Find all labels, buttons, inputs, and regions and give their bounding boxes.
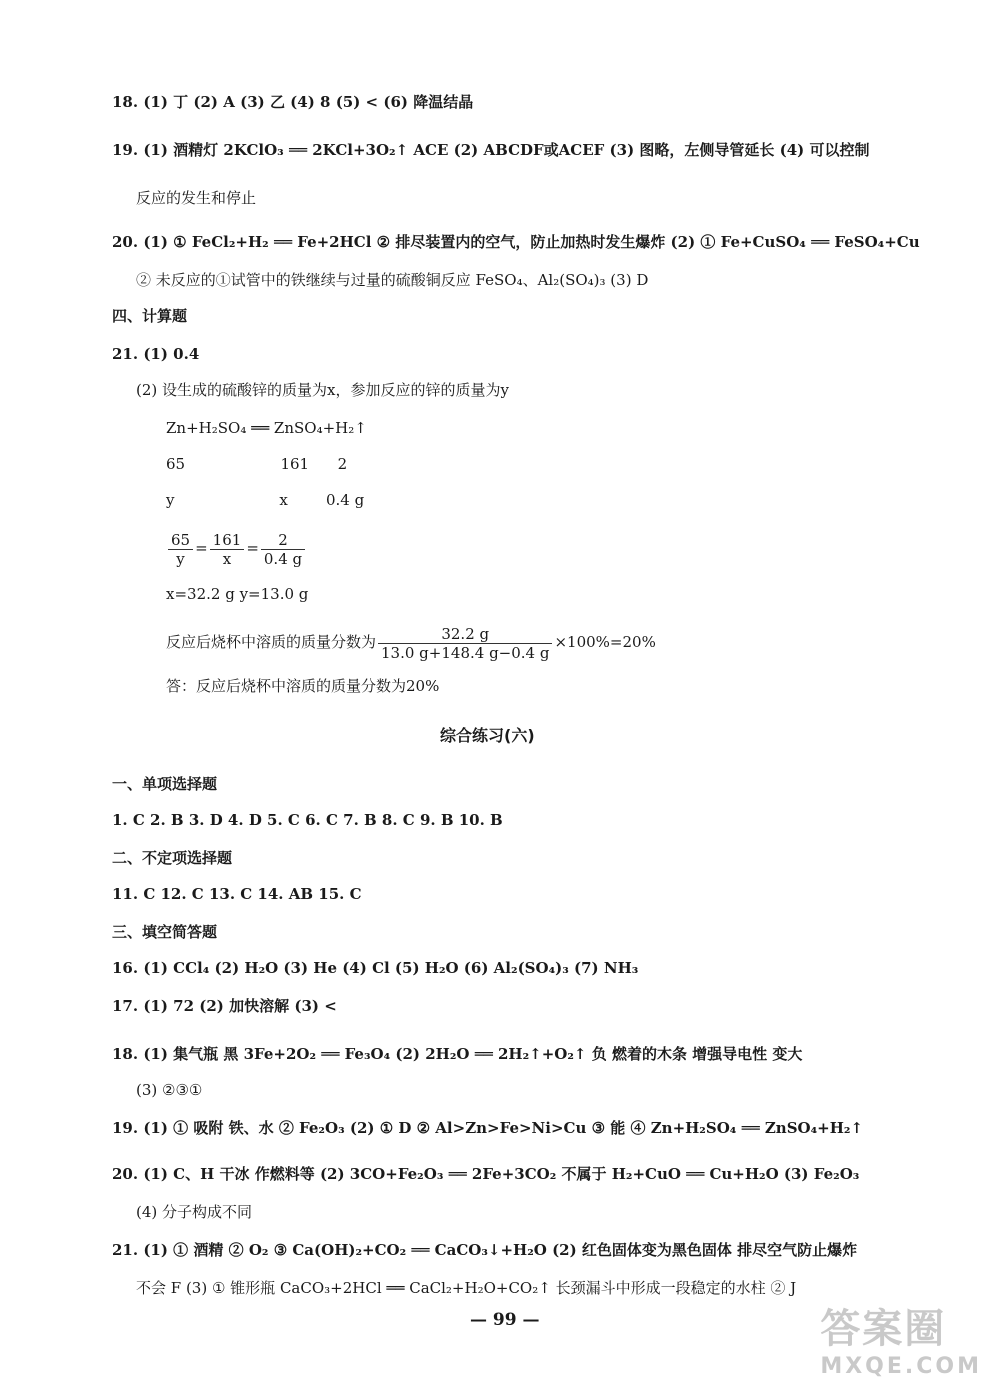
mass-fraction: 反应后烧杯中溶质的质量分数为 $\frac{32.2 g}{13.0 g+148.4 g-0.4 g}$ ×100%=20% (166, 624, 656, 662)
answers-11-15: 11. C 12. C 13. C 14. AB 15. C (112, 885, 362, 903)
q16: 16. (1) CCl₄ (2) H₂O (3) He (4) Cl (5) H₂O (6) Al₂(SO₄)₃ (7) NH₃ (112, 959, 639, 977)
page-number: — 99 — (470, 1310, 540, 1330)
var-row: y x 0.4 g (166, 491, 365, 509)
section-2: 二、不定项选择题 (112, 849, 233, 867)
line-20-cont: ② 未反应的①试管中的铁继续与过量的硫酸铜反应 FeSO₄、Al₂(SO₄)₃ (3) D (136, 271, 649, 289)
watermark-logo: 答案圈 MXQE.COM (820, 1306, 982, 1379)
mass-row: 65 161 2 (166, 455, 348, 473)
q18: 18. (1) 集气瓶 黑 3Fe+2O₂ ══ Fe₃O₄ (2) 2H₂O ══ 2H₂↑+O₂↑ 负 燃着的木条 增强导电性 变大 (112, 1045, 803, 1063)
section-1: 一、单项选择题 (112, 775, 218, 793)
frac-1: $\frac{65}{y}$ (168, 531, 193, 568)
line-21-2: (2) 设生成的硫酸锌的质量为x，参加反应的锌的质量为y (136, 381, 509, 399)
q17: 17. (1) 72 (2) 加快溶解 (3) < (112, 997, 337, 1015)
q20: 20. (1) C、H 干冰 作燃料等 (2) 3CO+Fe₂O₃ ══ 2Fe+3CO₂ 不属于 H₂+CuO ══ Cu+H₂O (3) Fe₂O₃ (112, 1165, 860, 1183)
answers-1-10: 1. C 2. B 3. D 4. D 5. C 6. C 7. B 8. C 9. B 10. B (112, 811, 503, 829)
section-calc: 四、计算题 (112, 307, 188, 325)
answer: 答：反应后烧杯中溶质的质量分数为20% (166, 677, 440, 695)
q21: 21. (1) ① 酒精 ② O₂ ③ Ca(OH)₂+CO₂ ══ CaCO₃↓+H₂O (2) 红色固体变为黑色固体 排尽空气防止爆炸 (112, 1241, 858, 1259)
q18-cont: (3) ②③① (136, 1081, 203, 1099)
frac-2: $\frac{161}{x}$ (210, 531, 245, 568)
frac-mass: $\frac{32.2 g}{13.0 g+148.4 g-0.4 g}$ (378, 625, 552, 662)
q20-cont: (4) 分子构成不同 (136, 1203, 253, 1221)
line-20: 20. (1) ① FeCl₂+H₂ ══ Fe+2HCl ② 排尽装置内的空气，防止加热时发生爆炸 (2) ① Fe+CuSO₄ ══ FeSO₄+Cu (112, 233, 920, 251)
line-19: 19. (1) 酒精灯 2KClO₃ ══ 2KCl+3O₂↑ ACE (2) ABCDF或ACEF (3) 图略，左侧导管延长 (4) 可以控制 (112, 141, 870, 159)
q21-cont: 不会 F (3) ① 锥形瓶 CaCO₃+2HCl ══ CaCl₂+H₂O+CO₂↑ 长颈漏斗中形成一段稳定的水柱 ② J (136, 1279, 797, 1297)
frac-3: $\frac{2}{0.4 g}$ (261, 531, 305, 568)
line-18: 18. (1) 丁 (2) A (3) 乙 (4) 8 (5) < (6) 降温结晶 (112, 93, 474, 111)
equation: Zn+H₂SO₄ ══ ZnSO₄+H₂↑ (166, 419, 367, 437)
line-19-cont: 反应的发生和停止 (136, 189, 257, 207)
proportion: $\frac{65}{y}$ = $\frac{161}{x}$ = $\frac{2}{0.4 g}$ (166, 528, 307, 568)
section-title: 综合练习(六) (440, 726, 535, 745)
q19: 19. (1) ① 吸附 铁、水 ② Fe₂O₃ (2) ① D ② Al>Zn>Fe>Ni>Cu ③ 能 ④ Zn+H₂SO₄ ══ ZnSO₄+H₂↑ (112, 1119, 864, 1137)
solution-values: x=32.2 g y=13.0 g (166, 585, 309, 603)
line-21: 21. (1) 0.4 (112, 345, 200, 363)
section-3: 三、填空简答题 (112, 923, 218, 941)
